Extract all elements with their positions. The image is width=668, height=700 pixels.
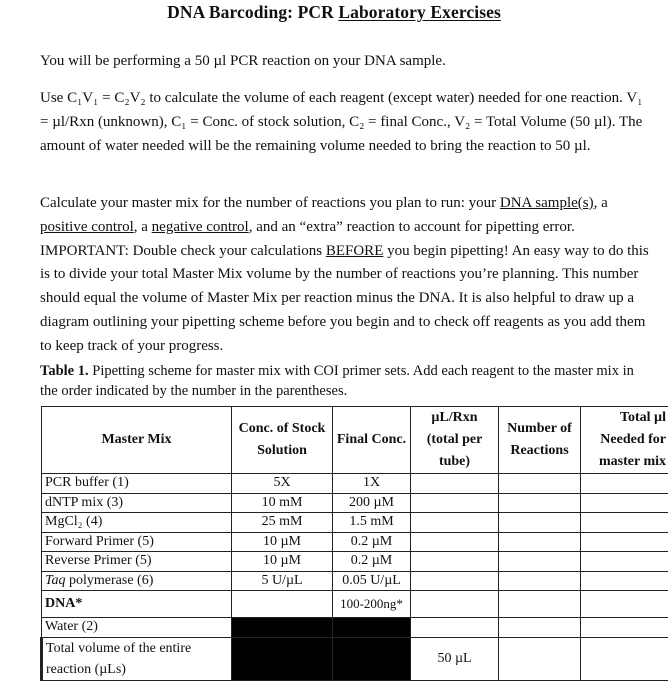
total-cell[interactable]	[581, 618, 668, 638]
ul-rxn-cell[interactable]	[411, 618, 499, 638]
total-cell[interactable]	[581, 474, 668, 494]
reagent-name: Reverse Primer (5)	[42, 552, 232, 572]
caption-label: Table 1.	[40, 363, 89, 379]
mm-text-c: , a	[133, 218, 152, 235]
total-cell[interactable]	[581, 532, 668, 552]
total-cell[interactable]	[581, 571, 668, 591]
stock-conc	[232, 591, 333, 618]
formula-paragraph: Use C₁V₁ = C₂V₂ to calculate the volume of each reagent (except water) needed for one reaction. V₁ = µl/Rxn (unknown), C₁ = Conc. of stock solution, C₂ = final Conc., V₂ = Total Volume (50 µl). The amount of water needed will be the remaining volume needed to bring the reaction to 50 µl.	[40, 90, 643, 154]
final-conc: 0.2 µM	[333, 532, 411, 552]
title-part-2: Laboratory Exercises	[338, 2, 501, 22]
ul-rxn-cell[interactable]	[411, 513, 499, 533]
ul-rxn-cell[interactable]	[411, 591, 499, 618]
reactions-cell[interactable]	[499, 552, 581, 572]
stock-conc: 10 µM	[232, 552, 333, 572]
reagent-name: dNTP mix (3)	[42, 493, 232, 513]
mm-text-e: you begin pipetting! An easy way to do this is to divide your total Master Mix volume by the number of reactions you’re planning. This number should equal the volume of Master Mix per reaction minus the DNA. It is also helpful to draw up a diagram outlining your pipetting scheme before you begin and to check off reagents as you add them to keep track of your progress.	[40, 242, 649, 354]
total-label: Total volume of the entire reaction (µLs)	[42, 637, 232, 680]
table-caption	[40, 362, 655, 401]
mm-positive-control: positive control	[40, 218, 134, 235]
mm-dna-samples: DNA sample(s)	[499, 195, 594, 211]
reagent-name: Forward Primer (5)	[42, 532, 232, 552]
mm-text-b: , a	[593, 195, 608, 211]
final-conc: 1.5 mM	[333, 513, 411, 533]
reagent-name	[42, 571, 232, 591]
stock-conc: 25 mM	[232, 513, 333, 533]
header-number-reactions: Number of Reactions	[499, 407, 581, 474]
reactions-cell[interactable]	[499, 571, 581, 591]
water-row	[42, 618, 668, 638]
dna-row	[42, 591, 668, 618]
title-part-1: DNA Barcoding: PCR	[167, 2, 334, 22]
document-title	[0, 2, 668, 23]
dna-label: DNA*	[42, 591, 232, 618]
ul-rxn-cell[interactable]	[411, 552, 499, 572]
stock-conc: 10 mM	[232, 493, 333, 513]
stock-conc: 10 µM	[232, 532, 333, 552]
intro-paragraph: You will be performing a 50 µl PCR reaction on your DNA sample.	[40, 53, 446, 69]
header-final-conc: Final Conc.	[333, 407, 411, 474]
header-total-ul: Total µl Needed for master mix	[581, 407, 668, 474]
reactions-cell[interactable]	[499, 513, 581, 533]
reagent-name: PCR buffer (1)	[42, 474, 232, 494]
caption-text: Pipetting scheme for master mix with COI primer sets. Add each reagent to the master mix in the order indicated by the number in the parentheses.	[40, 363, 634, 399]
reactions-cell[interactable]	[499, 637, 581, 680]
header-ul-rxn: µL/Rxn (total per tube)	[411, 407, 499, 474]
blacked-out-cell	[333, 637, 411, 680]
blacked-out-cell	[232, 637, 333, 680]
table-row	[42, 493, 668, 513]
master-mix-paragraph	[40, 192, 652, 359]
table-header-row	[42, 407, 668, 474]
total-cell[interactable]	[581, 637, 668, 680]
ul-rxn-cell[interactable]	[411, 532, 499, 552]
mm-text-d: , and an “extra” reaction to account for pipetting error. IMPORTANT: Double check your calculations	[40, 218, 575, 259]
blacked-out-cell	[232, 618, 333, 638]
stock-conc: 5X	[232, 474, 333, 494]
final-conc: 0.05 U/µL	[333, 571, 411, 591]
table-row	[42, 474, 668, 494]
reagent-name: MgCl₂ (4)	[42, 513, 232, 533]
blacked-out-cell	[333, 618, 411, 638]
total-cell[interactable]	[581, 552, 668, 572]
reactions-cell[interactable]	[499, 493, 581, 513]
water-label: Water (2)	[42, 618, 232, 638]
total-cell[interactable]	[581, 513, 668, 533]
mm-text-a: Calculate your master mix for the number of reactions you plan to run: your	[40, 195, 500, 211]
taq-rest: polymerase (6)	[65, 572, 154, 588]
stock-conc: 5 U/µL	[232, 571, 333, 591]
header-conc-stock: Conc. of Stock Solution	[232, 407, 333, 474]
reactions-cell[interactable]	[499, 474, 581, 494]
header-master-mix: Master Mix	[42, 407, 232, 474]
total-row	[42, 637, 668, 680]
mm-before: BEFORE	[325, 242, 384, 259]
ul-rxn-cell[interactable]	[411, 571, 499, 591]
reactions-cell[interactable]	[499, 618, 581, 638]
final-conc: 0.2 µM	[333, 552, 411, 572]
table-row	[42, 532, 668, 552]
ul-rxn-cell[interactable]	[411, 474, 499, 494]
table-row	[42, 552, 668, 572]
ul-rxn-cell[interactable]	[411, 493, 499, 513]
final-conc: 200 µM	[333, 493, 411, 513]
total-cell[interactable]	[581, 493, 668, 513]
total-cell[interactable]	[581, 591, 668, 618]
taq-italic: Taq	[45, 572, 66, 588]
mm-negative-control: negative control	[151, 218, 249, 235]
reactions-cell[interactable]	[499, 532, 581, 552]
table-row	[42, 513, 668, 533]
pipetting-table	[40, 406, 668, 681]
total-ul-rxn: 50 µL	[411, 637, 499, 680]
dna-final-conc: 100-200ng*	[333, 591, 411, 618]
table-row	[42, 571, 668, 591]
final-conc: 1X	[333, 474, 411, 494]
reactions-cell[interactable]	[499, 591, 581, 618]
